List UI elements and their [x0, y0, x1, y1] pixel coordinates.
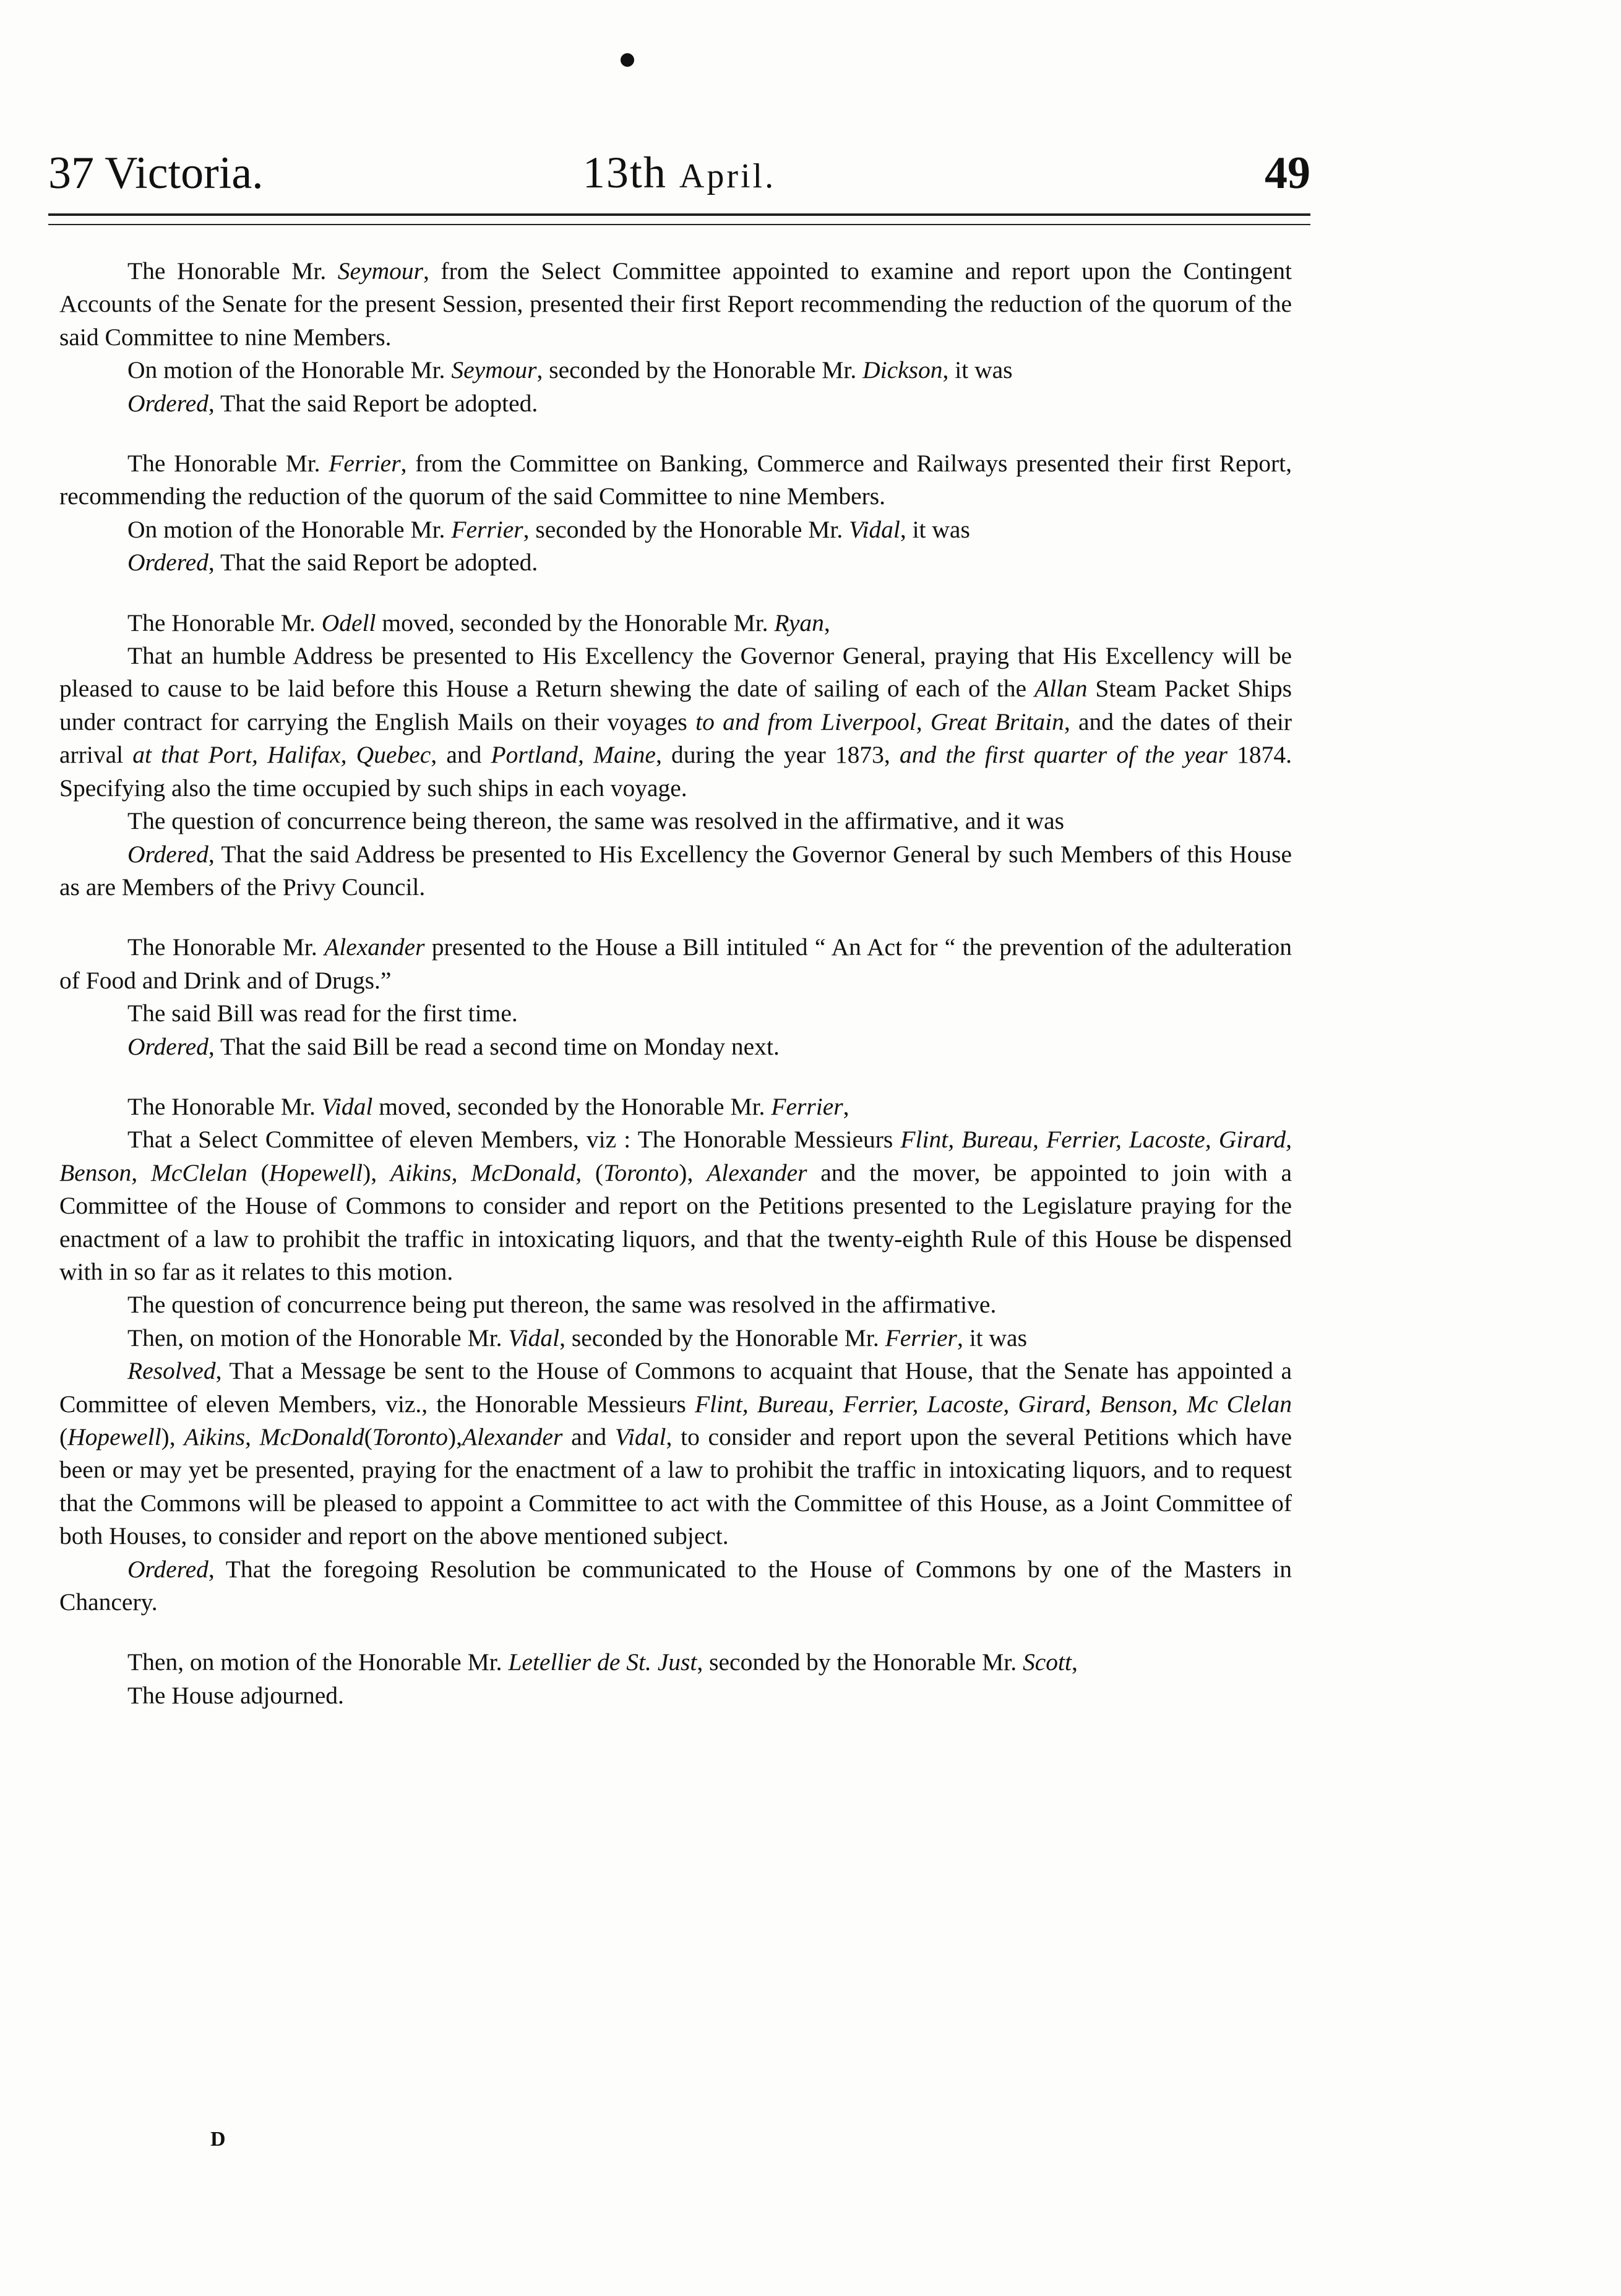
top-dot-mark — [621, 53, 634, 67]
italic-text: Seymour — [337, 257, 423, 285]
text-run: moved, seconded by the Honorable Mr. — [372, 1092, 772, 1120]
italic-text: Flint, Bureau, Ferrier, Lacoste, Girard, Benson, McClelan — [59, 1126, 1292, 1186]
italic-text: Allan — [1034, 675, 1088, 703]
text-run: presented to the House a Bill intituled “ An Act for “ the prevention of the adulteration of Food and Drink and of Drugs.” — [59, 933, 1292, 994]
italic-text: Ordered — [127, 389, 209, 417]
text-run: , it was — [942, 356, 1013, 384]
text-run: ( — [59, 1423, 68, 1450]
italic-text: Toronto — [603, 1159, 679, 1186]
paragraph — [59, 1679, 1292, 1712]
italic-text: Letellier de St. Just — [508, 1648, 697, 1676]
paragraph-gap — [59, 580, 1292, 607]
text-run: Steam Packet Ships under contract for carrying the English Mails on their voyages — [59, 675, 1292, 735]
paragraph — [59, 1030, 1292, 1063]
text-run: That a Select Committee of eleven Members, viz : The Honorable Messieurs — [127, 1126, 901, 1154]
italic-text: Ferrier — [451, 515, 523, 543]
text-run: That an humble Address be presented to His Excellency the Governor General, praying that His Excellency will be pleased to cause to be laid before this House a Return shewing the date of sailing of each of the — [59, 642, 1292, 703]
journal-body — [59, 255, 1292, 1712]
paragraph — [59, 447, 1292, 513]
paragraph — [59, 1355, 1292, 1553]
italic-text: Ordered — [127, 840, 209, 868]
paragraph — [59, 387, 1292, 420]
text-run: The Honorable Mr. — [127, 450, 329, 478]
paragraph — [59, 640, 1292, 805]
italic-text: Vidal — [508, 1324, 560, 1351]
text-run: , from the Select Committee appointed to examine and report upon the Contingent Accounts of the Senate for the present Session, presented their first Report recommending the reduction of the quorum of the said Committee to nine Members. — [59, 257, 1292, 351]
italic-text: Ferrier — [329, 450, 401, 478]
italic-text: Alexander — [707, 1159, 807, 1186]
text-run: , — [1071, 1648, 1078, 1676]
italic-text: Hopewell — [67, 1423, 161, 1450]
text-run: On motion of the Honorable Mr. — [127, 515, 452, 543]
text-run: moved, seconded by the Honorable Mr. — [376, 609, 775, 636]
text-run: Then, on motion of the Honorable Mr. — [127, 1324, 509, 1351]
italic-text: Scott — [1022, 1648, 1072, 1676]
paragraph — [59, 1646, 1292, 1679]
text-run: , That the said Address be presented to His Excellency the Governor General by such Members of this House as are Members of the Privy Council. — [59, 840, 1292, 901]
text-run: The Honorable Mr. — [127, 1092, 322, 1120]
italic-text: Flint, Bureau, Ferrier, Lacoste, Girard, Benson, Mc Clelan — [694, 1390, 1292, 1418]
text-run: , seconded by the Honorable Mr. — [523, 515, 849, 543]
text-run: , seconded by the Honorable Mr. — [536, 356, 863, 384]
running-head-date — [48, 147, 1310, 199]
paragraph-gap — [59, 1063, 1292, 1090]
text-run: , it was — [957, 1324, 1027, 1351]
paragraph — [59, 354, 1292, 387]
italic-text: Vidal — [849, 515, 900, 543]
italic-text: Hopewell — [269, 1159, 363, 1186]
text-run: ), — [363, 1159, 390, 1186]
text-run: The Honorable Mr. — [127, 933, 325, 961]
text-run: , and — [431, 741, 491, 769]
text-run: The said Bill was read for the first time. — [127, 1000, 518, 1027]
italic-text: Toronto — [372, 1423, 448, 1450]
paragraph — [59, 931, 1292, 997]
text-run: The question of concurrence being thereon, the same was resolved in the affirmative, and it was — [127, 807, 1064, 835]
text-run: and the mover, be appointed to join with a Committee of the House of Commons to consider and report on the Petitions presented to the Legislature praying for the enactment of a law to prohibit the traffic in intoxicating liquors, and that the twenty-eighth Rule of this House be dispensed with in so far as it relates to this motion. — [59, 1159, 1292, 1285]
text-run: , seconded by the Honorable Mr. — [559, 1324, 885, 1351]
paragraph — [59, 805, 1292, 837]
italic-text: Alexander — [462, 1423, 563, 1450]
italic-text: at that Port, Halifax, Quebec — [132, 741, 431, 769]
italic-text: Aikins, McDonald — [184, 1423, 364, 1450]
paragraph-gap — [59, 1619, 1292, 1646]
paragraph — [59, 838, 1292, 904]
italic-text: Aikins, McDonald — [390, 1159, 576, 1186]
italic-text: and the first quarter of the year — [900, 741, 1228, 769]
italic-text: Ferrier — [771, 1092, 843, 1120]
text-run: , — [843, 1092, 849, 1120]
italic-text: Dickson — [862, 356, 943, 384]
text-run: , to consider and report upon the several Petitions which have been or may yet be presented, praying for the enactment of a law to prohibit the traffic in intoxicating liquors, and to request that the Commons will be pleased to appoint a Committee to act with the Committee of this House, as a Joint Committee of both Houses, to consider and report on the above mentioned subject. — [59, 1423, 1292, 1550]
text-run: ( — [247, 1159, 269, 1186]
paragraph — [59, 1288, 1292, 1321]
header-rule-thin — [48, 224, 1310, 225]
text-run: , it was — [900, 515, 970, 543]
text-run: , ( — [575, 1159, 604, 1186]
paragraph — [59, 1322, 1292, 1355]
paragraph — [59, 546, 1292, 579]
italic-text: Resolved — [127, 1357, 216, 1385]
text-run: , That the foregoing Resolution be communicated to the House of Commons by one of the Masters in Chancery. — [59, 1555, 1292, 1616]
text-run: The Honorable Mr. — [127, 257, 338, 285]
paragraph — [59, 255, 1292, 354]
italic-text: Ordered — [127, 549, 209, 576]
text-run: The Honorable Mr. — [127, 609, 322, 636]
header-rule-thick — [48, 213, 1310, 216]
date-month: April. — [679, 157, 776, 195]
signature-mark: D — [210, 2128, 226, 2151]
text-run: On motion of the Honorable Mr. — [127, 356, 452, 384]
paragraph-gap — [59, 420, 1292, 447]
text-run: The question of concurrence being put thereon, the same was resolved in the affirmative. — [127, 1291, 997, 1319]
paragraph — [59, 997, 1292, 1030]
text-run: Then, on motion of the Honorable Mr. — [127, 1648, 509, 1676]
italic-text: to and from Liverpool, Great Britain — [695, 708, 1064, 735]
paragraph — [59, 1553, 1292, 1619]
paragraph — [59, 513, 1292, 546]
date-day: 13th — [582, 148, 679, 197]
italic-text: Alexander — [324, 933, 425, 961]
text-run: , That the said Report be adopted. — [208, 389, 538, 417]
text-run: , That a Message be sent to the House of Commons to acquaint that House, that the Senate has appointed a Committee of eleven Members, viz., the Honorable Messieurs — [59, 1357, 1292, 1418]
paragraph — [59, 607, 1292, 640]
italic-text: Odell — [321, 609, 376, 636]
text-run: , seconded by the Honorable Mr. — [697, 1648, 1023, 1676]
text-run: ( — [364, 1423, 372, 1450]
text-run: , and the dates of their arrival — [59, 708, 1292, 769]
italic-text: Ordered — [127, 1032, 209, 1060]
text-run: , That the said Report be adopted. — [208, 549, 538, 576]
text-run: , from the Committee on Banking, Commerce and Railways presented their first Report, recommending the reduction of the quorum of the said Committee to nine Members. — [59, 450, 1292, 510]
italic-text: Portland, Maine — [491, 741, 656, 769]
paragraph-gap — [59, 904, 1292, 931]
text-run: The House adjourned. — [127, 1681, 344, 1709]
page-header — [48, 147, 1310, 203]
page-number: 49 — [1265, 148, 1310, 199]
text-run: ), — [447, 1423, 463, 1450]
paragraph — [59, 1123, 1292, 1288]
paragraph — [59, 1090, 1292, 1123]
italic-text: Vidal — [321, 1092, 373, 1120]
italic-text: Ordered — [127, 1555, 209, 1583]
italic-text: Vidal — [614, 1423, 666, 1450]
text-run: and — [562, 1423, 615, 1450]
text-run: , during the year 1873, — [655, 741, 900, 769]
italic-text: Seymour — [451, 356, 537, 384]
text-run: , That the said Bill be read a second time on Monday next. — [208, 1032, 780, 1060]
italic-text: Ferrier — [885, 1324, 957, 1351]
italic-text: Ryan — [774, 609, 824, 636]
text-run: 1874. Specifying also the time occupied by such ships in each voyage. — [59, 741, 1292, 802]
text-run: ), — [679, 1159, 707, 1186]
text-run: , — [823, 609, 830, 636]
text-run: ), — [161, 1423, 184, 1450]
running-head-left: 37 Victoria. — [48, 148, 264, 199]
